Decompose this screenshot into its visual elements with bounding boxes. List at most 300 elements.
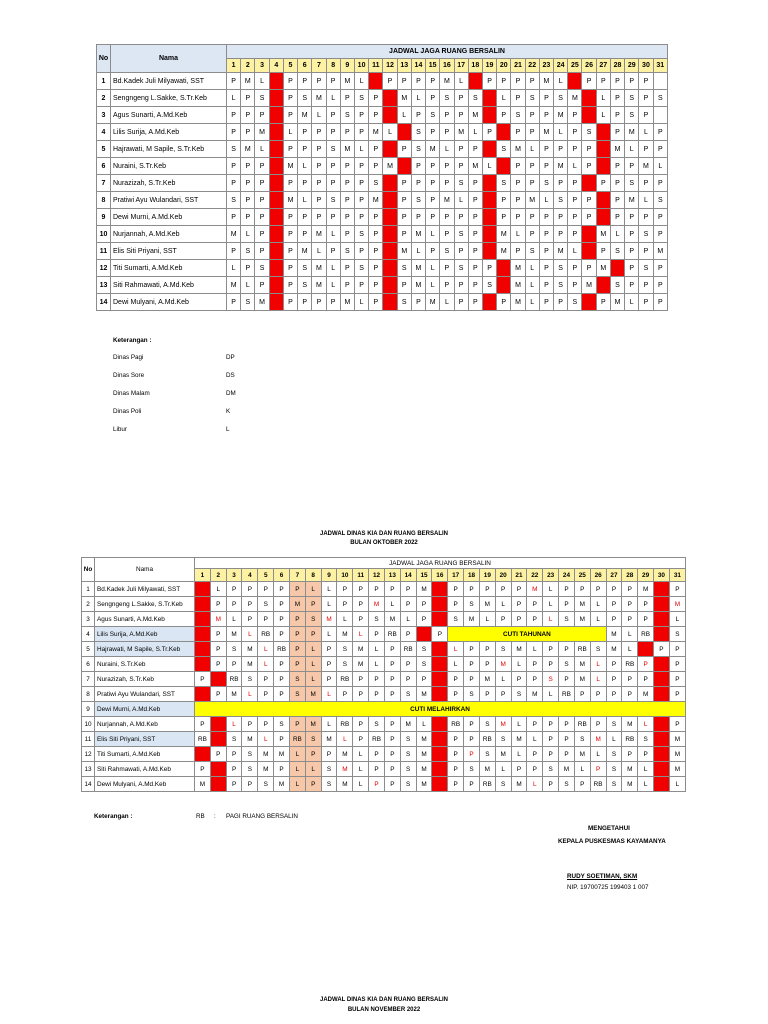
shift-cell: P — [340, 209, 354, 226]
shift-cell: L — [283, 124, 297, 141]
shift-cell: RB — [590, 777, 606, 792]
shift-cell: P — [258, 687, 274, 702]
shift-cell: M — [606, 642, 622, 657]
shift-cell: P — [426, 73, 440, 90]
shift-cell: P — [384, 687, 400, 702]
shift-cell: S — [440, 90, 454, 107]
shift-cell: P — [568, 277, 582, 294]
shift-cell: * — [269, 158, 283, 175]
shift-cell: P — [539, 226, 553, 243]
shift-cell: P — [298, 294, 312, 311]
shift-cell: M — [638, 687, 654, 702]
shift-cell: S — [625, 90, 639, 107]
shift-cell: * — [596, 158, 610, 175]
shift-cell: L — [622, 627, 638, 642]
shift-cell: P — [511, 90, 525, 107]
day-header: 27 — [596, 59, 610, 73]
shift-cell: P — [312, 141, 326, 158]
shift-cell: P — [411, 294, 425, 311]
shift-cell: L — [312, 243, 326, 260]
shift-cell: P — [195, 612, 211, 627]
shift-cell: P — [432, 612, 448, 627]
shift-cell: * — [383, 277, 397, 294]
shift-cell: M — [226, 627, 242, 642]
shift-cell: * — [269, 107, 283, 124]
shift-cell: L — [482, 158, 496, 175]
shift-cell: L — [596, 107, 610, 124]
staff-name: Pratiwi Ayu Wulandari, SST — [111, 192, 227, 209]
shift-cell: L — [227, 260, 241, 277]
shift-cell: P — [426, 243, 440, 260]
shift-cell: L — [610, 226, 624, 243]
shift-cell: P — [210, 642, 226, 657]
row-no: 8 — [82, 687, 95, 702]
shift-cell: P — [305, 777, 321, 792]
day-header: 31 — [653, 59, 667, 73]
shift-cell: P — [568, 260, 582, 277]
shift-cell: M — [582, 277, 596, 294]
shift-cell: P — [369, 277, 383, 294]
shift-cell: S — [242, 672, 258, 687]
shift-cell: M — [653, 243, 667, 260]
shift-cell: P — [511, 209, 525, 226]
shift-cell: P — [654, 777, 670, 792]
shift-cell: P — [411, 107, 425, 124]
shift-cell: P — [559, 717, 575, 732]
shift-cell: S — [639, 226, 653, 243]
shift-cell: P — [340, 192, 354, 209]
shift-cell: P — [559, 732, 575, 747]
shift-cell: * — [269, 175, 283, 192]
shift-cell: S — [464, 687, 480, 702]
shift-cell: P — [596, 73, 610, 90]
shift-cell: P — [227, 107, 241, 124]
day-header: 21 — [511, 569, 527, 582]
shift-cell: P — [638, 612, 654, 627]
shift-cell: P — [653, 294, 667, 311]
shift-cell: S — [590, 642, 606, 657]
shift-cell: P — [440, 124, 454, 141]
shift-cell: L — [426, 260, 440, 277]
header-nama: Nama — [95, 558, 195, 582]
shift-cell: P — [383, 73, 397, 90]
shift-cell: P — [369, 627, 385, 642]
legend-code: K — [226, 408, 231, 415]
shift-cell: L — [354, 294, 368, 311]
shift-cell: L — [305, 642, 321, 657]
shift-cell: P — [653, 141, 667, 158]
shift-cell: M — [479, 762, 495, 777]
shift-cell: * — [568, 73, 582, 90]
shift-cell: P — [669, 672, 685, 687]
shift-cell: P — [454, 90, 468, 107]
shift-cell: S — [448, 612, 464, 627]
shift-cell: S — [495, 642, 511, 657]
shift-cell: P — [497, 209, 511, 226]
shift-cell: P — [397, 73, 411, 90]
day-header: 30 — [639, 59, 653, 73]
shift-cell: S — [400, 762, 416, 777]
shift-cell: P — [274, 672, 290, 687]
shift-cell: P — [525, 209, 539, 226]
table-row — [97, 141, 668, 158]
shift-cell: S — [340, 107, 354, 124]
shift-cell: P — [305, 597, 321, 612]
shift-cell: * — [269, 243, 283, 260]
shift-cell: L — [241, 226, 255, 243]
shift-cell: P — [482, 73, 496, 90]
shift-cell: M — [464, 612, 480, 627]
shift-cell: P — [610, 107, 624, 124]
shift-cell: P — [606, 687, 622, 702]
shift-cell: S — [454, 175, 468, 192]
shift-cell: M — [610, 294, 624, 311]
shift-cell: L — [195, 747, 211, 762]
day-header: 25 — [574, 569, 590, 582]
shift-cell: S — [242, 762, 258, 777]
shift-cell: M — [210, 612, 226, 627]
day-header: 28 — [610, 59, 624, 73]
leave-cell: CUTI MELAHIRKAN — [195, 702, 686, 717]
day-header: 26 — [590, 569, 606, 582]
shift-cell: * — [482, 107, 496, 124]
shift-cell: P — [454, 158, 468, 175]
shift-cell: S — [554, 260, 568, 277]
shift-cell: P — [353, 582, 369, 597]
shift-cell: S — [226, 732, 242, 747]
shift-cell: M — [479, 672, 495, 687]
shift-cell: * — [482, 141, 496, 158]
shift-cell: P — [539, 260, 553, 277]
row-no: 8 — [97, 192, 111, 209]
shift-cell: P — [426, 192, 440, 209]
shift-cell: P — [321, 657, 337, 672]
shift-cell: P — [511, 597, 527, 612]
shift-cell: S — [298, 260, 312, 277]
shift-cell: P — [227, 209, 241, 226]
shift-cell: RB — [479, 777, 495, 792]
header-title: JADWAL JAGA RUANG BERSALIN — [227, 45, 668, 59]
shift-cell: S — [354, 90, 368, 107]
shift-cell: S — [354, 260, 368, 277]
shift-cell: M — [242, 732, 258, 747]
shift-cell: RB — [448, 717, 464, 732]
row-no: 7 — [82, 672, 95, 687]
shift-cell: P — [289, 612, 305, 627]
shift-cell: L — [321, 582, 337, 597]
shift-cell: P — [511, 158, 525, 175]
shift-cell: S — [416, 657, 432, 672]
shift-cell: P — [610, 209, 624, 226]
shift-cell: L — [511, 226, 525, 243]
shift-cell: S — [411, 124, 425, 141]
shift-cell: M — [511, 642, 527, 657]
shift-cell: P — [397, 277, 411, 294]
shift-cell: P — [426, 158, 440, 175]
shift-cell: L — [426, 226, 440, 243]
shift-cell: P — [326, 73, 340, 90]
shift-cell: S — [606, 717, 622, 732]
shift-cell: P — [416, 597, 432, 612]
table-row — [97, 294, 668, 311]
shift-cell: S — [227, 192, 241, 209]
shift-cell: RB — [574, 717, 590, 732]
shift-cell: M — [242, 642, 258, 657]
shift-cell: P — [497, 73, 511, 90]
shift-cell: L — [289, 777, 305, 792]
shift-cell: L — [210, 777, 226, 792]
shift-cell: P — [384, 717, 400, 732]
day-header: 9 — [321, 569, 337, 582]
staff-name: Elis Siti Priyani, SST — [111, 243, 227, 260]
shift-cell: M — [625, 124, 639, 141]
shift-cell: L — [525, 141, 539, 158]
shift-cell: P — [468, 226, 482, 243]
shift-cell: P — [305, 747, 321, 762]
shift-cell: M — [305, 687, 321, 702]
shift-cell: P — [326, 243, 340, 260]
shift-cell: P — [326, 209, 340, 226]
shift-cell: P — [397, 192, 411, 209]
shift-cell: P — [638, 672, 654, 687]
day-header: 8 — [326, 59, 340, 73]
shift-cell: P — [639, 107, 653, 124]
shift-cell: S — [606, 777, 622, 792]
shift-cell: P — [242, 777, 258, 792]
shift-cell: S — [289, 687, 305, 702]
shift-cell: M — [242, 657, 258, 672]
shift-cell: P — [369, 107, 383, 124]
shift-cell: P — [454, 141, 468, 158]
shift-cell: L — [495, 762, 511, 777]
shift-cell: RB — [274, 642, 290, 657]
shift-cell: P — [340, 175, 354, 192]
shift-cell: P — [554, 141, 568, 158]
shift-cell: P — [582, 192, 596, 209]
shift-cell: * — [397, 158, 411, 175]
shift-cell: M — [622, 717, 638, 732]
shift-cell: M — [416, 582, 432, 597]
shift-cell: S — [497, 141, 511, 158]
shift-cell: * — [497, 158, 511, 175]
shift-cell: M — [353, 642, 369, 657]
shift-cell: M — [574, 612, 590, 627]
shift-cell: * — [269, 90, 283, 107]
shift-cell: P — [242, 582, 258, 597]
table-row — [97, 107, 668, 124]
shift-cell: S — [559, 612, 575, 627]
shift-cell: P — [622, 687, 638, 702]
shift-cell: M — [210, 717, 226, 732]
shift-cell: L — [242, 687, 258, 702]
shift-cell: M — [639, 158, 653, 175]
legend2-sep: : — [214, 813, 216, 820]
shift-cell: M — [227, 277, 241, 294]
shift-cell: P — [539, 277, 553, 294]
shift-cell: S — [298, 90, 312, 107]
shift-cell: L — [337, 612, 353, 627]
shift-cell: L — [411, 90, 425, 107]
shift-cell: L — [590, 747, 606, 762]
shift-cell: P — [653, 226, 667, 243]
shift-cell: P — [354, 192, 368, 209]
shift-cell: L — [543, 687, 559, 702]
shift-cell: S — [543, 762, 559, 777]
shift-cell: P — [639, 294, 653, 311]
shift-cell: S — [568, 294, 582, 311]
shift-cell: L — [525, 294, 539, 311]
shift-cell: M — [426, 294, 440, 311]
shift-cell: M — [468, 107, 482, 124]
shift-cell: S — [289, 672, 305, 687]
shift-cell: P — [610, 90, 624, 107]
shift-cell: S — [400, 687, 416, 702]
shift-cell: P — [432, 582, 448, 597]
shift-cell: P — [340, 124, 354, 141]
shift-cell: S — [468, 90, 482, 107]
shift-cell: P — [543, 642, 559, 657]
shift-cell: P — [669, 582, 685, 597]
shift-cell: P — [337, 597, 353, 612]
shift-cell: M — [511, 141, 525, 158]
shift-cell: S — [298, 277, 312, 294]
staff-name: Nurjannah, A.Md.Keb — [95, 717, 195, 732]
shift-cell: P — [210, 747, 226, 762]
shift-cell: P — [653, 124, 667, 141]
shift-cell: RB — [369, 732, 385, 747]
shift-cell: * — [482, 175, 496, 192]
shift-cell: P — [625, 260, 639, 277]
shift-cell: P — [340, 90, 354, 107]
shift-cell: M — [369, 192, 383, 209]
shift-cell: P — [432, 717, 448, 732]
shift-cell: L — [606, 732, 622, 747]
shift-cell: P — [568, 192, 582, 209]
shift-cell: M — [525, 192, 539, 209]
shift-cell: P — [638, 657, 654, 672]
shift-cell: P — [298, 209, 312, 226]
shift-cell: S — [606, 762, 622, 777]
shift-cell: P — [384, 732, 400, 747]
shift-cell: S — [454, 260, 468, 277]
shift-cell: P — [543, 777, 559, 792]
shift-cell: P — [255, 277, 269, 294]
shift-cell: P — [353, 672, 369, 687]
oktober-title-line2: BULAN OKTOBER 2022 — [350, 540, 418, 546]
shift-cell: P — [241, 209, 255, 226]
row-no: 3 — [97, 107, 111, 124]
shift-cell: P — [654, 762, 670, 777]
staff-name: Sengngeng L.Sakke, S.Tr.Keb — [95, 597, 195, 612]
day-header: 13 — [384, 569, 400, 582]
table-row — [97, 277, 668, 294]
shift-cell: L — [638, 762, 654, 777]
shift-cell: L — [543, 612, 559, 627]
shift-cell: P — [384, 672, 400, 687]
shift-cell: L — [326, 226, 340, 243]
shift-cell: S — [638, 732, 654, 747]
shift-cell: P — [468, 277, 482, 294]
shift-cell: M — [340, 73, 354, 90]
signature-mengetahui: MENGETAHUI — [588, 825, 630, 832]
shift-cell: M — [440, 73, 454, 90]
day-header: 16 — [440, 59, 454, 73]
staff-name: Nurjannah, A.Md.Keb — [111, 226, 227, 243]
table-row — [82, 702, 686, 717]
shift-cell: L — [495, 672, 511, 687]
legend-label: Dinas Sore — [113, 372, 145, 379]
shift-cell: L — [353, 777, 369, 792]
shift-cell: P — [369, 762, 385, 777]
shift-cell: P — [255, 243, 269, 260]
shift-cell: M — [411, 260, 425, 277]
shift-cell: L — [298, 192, 312, 209]
table-row — [82, 732, 686, 747]
day-header: 16 — [432, 569, 448, 582]
shift-cell: P — [400, 597, 416, 612]
shift-cell: P — [283, 294, 297, 311]
table-row — [97, 73, 668, 90]
shift-cell: P — [625, 209, 639, 226]
leave-cell: CUTI TAHUNAN — [448, 627, 606, 642]
shift-cell: P — [353, 717, 369, 732]
day-header: 3 — [255, 59, 269, 73]
shift-cell: S — [495, 732, 511, 747]
shift-cell: S — [554, 90, 568, 107]
shift-cell: M — [289, 597, 305, 612]
shift-cell: RB — [289, 732, 305, 747]
shift-cell: L — [305, 657, 321, 672]
shift-cell: P — [411, 175, 425, 192]
shift-cell: S — [440, 243, 454, 260]
shift-cell: P — [369, 747, 385, 762]
shift-cell: P — [559, 642, 575, 657]
shift-cell: L — [242, 627, 258, 642]
shift-cell: P — [654, 642, 670, 657]
shift-cell: P — [559, 747, 575, 762]
day-header: 10 — [337, 569, 353, 582]
shift-cell: P — [596, 243, 610, 260]
shift-cell: P — [639, 277, 653, 294]
legend-label: Dinas Poli — [113, 408, 142, 415]
header-no: No — [82, 558, 95, 582]
shift-cell: * — [482, 209, 496, 226]
shift-cell: S — [653, 192, 667, 209]
shift-cell: RB — [258, 627, 274, 642]
shift-cell: P — [416, 672, 432, 687]
shift-cell: P — [539, 294, 553, 311]
shift-cell: S — [654, 597, 670, 612]
shift-cell: M — [340, 294, 354, 311]
shift-cell: P — [590, 717, 606, 732]
shift-cell: M — [416, 762, 432, 777]
shift-cell: M — [312, 226, 326, 243]
shift-cell: S — [400, 777, 416, 792]
shift-cell: P — [479, 687, 495, 702]
shift-cell: P — [340, 260, 354, 277]
shift-cell: P — [479, 642, 495, 657]
shift-cell: M — [574, 597, 590, 612]
shift-cell: * — [269, 209, 283, 226]
schedule-table-oktober — [81, 557, 686, 792]
shift-cell: M — [337, 627, 353, 642]
shift-cell: P — [638, 747, 654, 762]
shift-cell: * — [582, 107, 596, 124]
table-row — [82, 762, 686, 777]
row-no: 1 — [97, 73, 111, 90]
day-header: 17 — [454, 59, 468, 73]
shift-cell: * — [269, 294, 283, 311]
